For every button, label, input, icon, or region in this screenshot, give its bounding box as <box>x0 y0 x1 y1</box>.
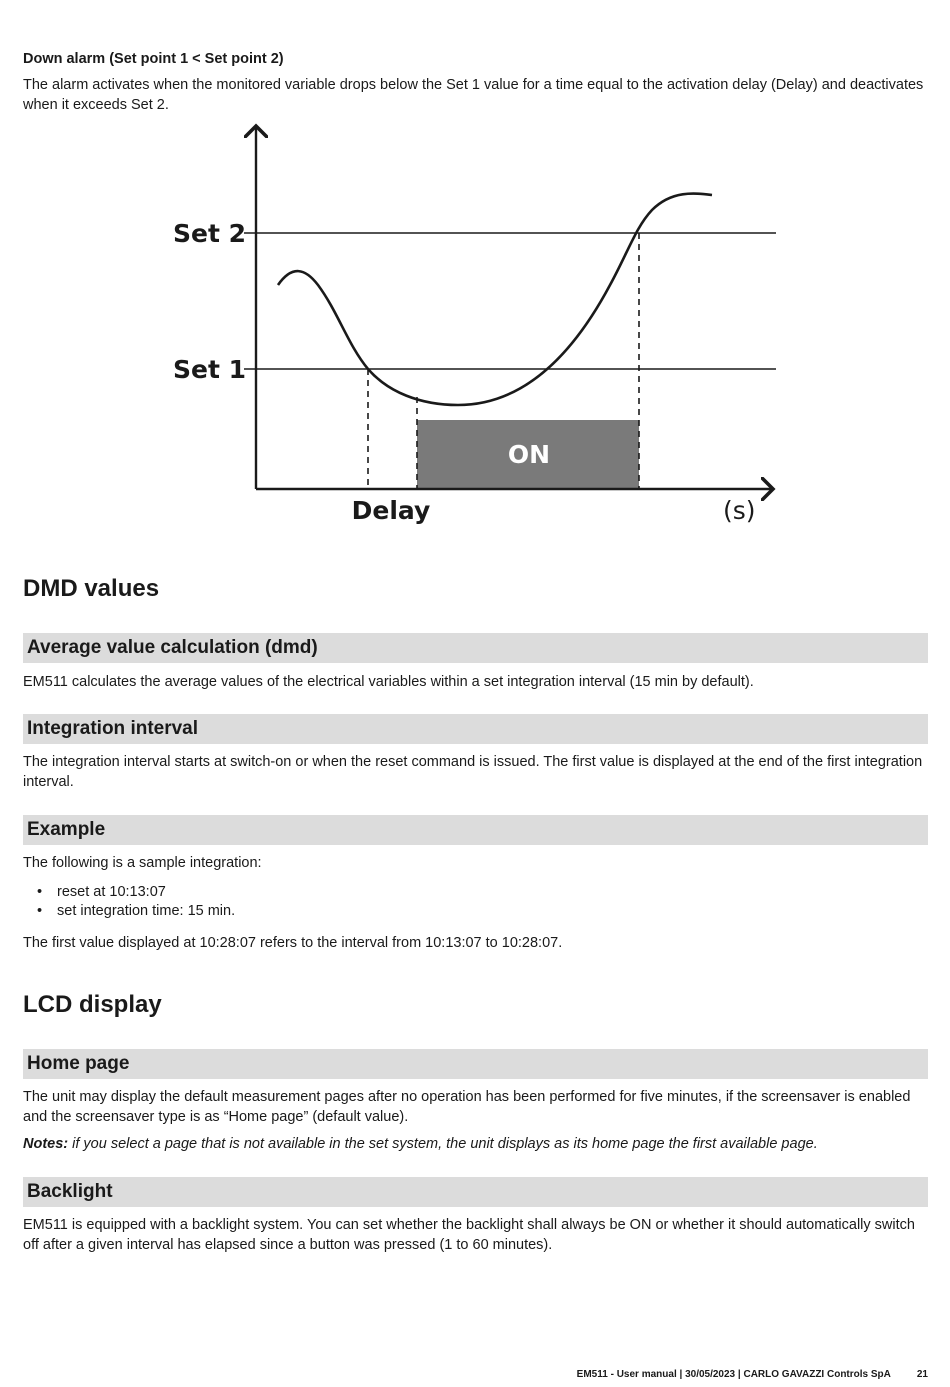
page-footer <box>577 1369 928 1380</box>
list-item: • reset at 10:13:07 <box>23 883 235 902</box>
home-text: The unit may display the default measurement pages after no operation has been performed for five minutes, if the screensaver is enabled and the screensaver type is as “Home page” (default value). <box>23 1089 911 1125</box>
home-heading: Home page <box>27 1053 130 1074</box>
avg-text: EM511 calculates the average values of the electrical variables within a set integration interval (15 min by default). <box>23 674 754 690</box>
backlight-text: EM511 is equipped with a backlight system. You can set whether the backlight shall always be ON or whether it should automatically switch off after a given interval has elapsed since a button was pressed (1 to 60 minutes). <box>23 1217 915 1253</box>
footer-text: EM511 - User manual | 30/05/2023 | CARLO GAVAZZI Controls SpA <box>576 1369 891 1380</box>
delay-label: Delay <box>351 496 431 525</box>
notes-label: Notes: <box>23 1136 69 1152</box>
page-number: 21 <box>916 1369 928 1380</box>
avg-heading-bar <box>23 633 928 663</box>
list-item: • set integration time: 15 min. <box>23 902 235 921</box>
example-heading: Example <box>27 819 106 840</box>
notes-text: if you select a page that is not available in the set system, the unit displays as its home page the first available page. <box>68 1136 818 1152</box>
backlight-heading: Backlight <box>27 1181 113 1202</box>
example-list <box>23 883 235 921</box>
unit-label: (s) <box>723 496 756 525</box>
down-alarm-title: Down alarm (Set point 1 < Set point 2) <box>23 51 284 67</box>
backlight-heading-bar <box>23 1177 928 1207</box>
interval-heading-bar <box>23 714 928 744</box>
interval-heading: Integration interval <box>27 718 199 739</box>
variable-curve <box>278 194 712 405</box>
example-result: The first value displayed at 10:28:07 refers to the interval from 10:13:07 to 10:28:07. <box>23 935 563 951</box>
lcd-heading: LCD display <box>23 991 162 1018</box>
example-intro: The following is a sample integration: <box>23 855 262 871</box>
down-alarm-text: The alarm activates when the monitored variable drops below the Set 1 value for a time equal to the activation delay (Delay) and deactivates when it exceeds Set 2. <box>23 77 924 113</box>
down-alarm-diagram <box>0 0 950 560</box>
home-heading-bar <box>23 1049 928 1079</box>
set2-label: Set 2 <box>173 219 247 248</box>
avg-heading: Average value calculation (dmd) <box>27 637 318 658</box>
dmd-heading: DMD values <box>23 575 160 602</box>
set1-label: Set 1 <box>173 355 247 384</box>
on-label: ON <box>507 440 551 469</box>
notes <box>23 1134 928 1154</box>
interval-text: The integration interval starts at switch-on or when the reset command is issued. The first value is displayed at the end of the first integration interval. <box>23 754 923 790</box>
example-heading-bar <box>23 815 928 845</box>
